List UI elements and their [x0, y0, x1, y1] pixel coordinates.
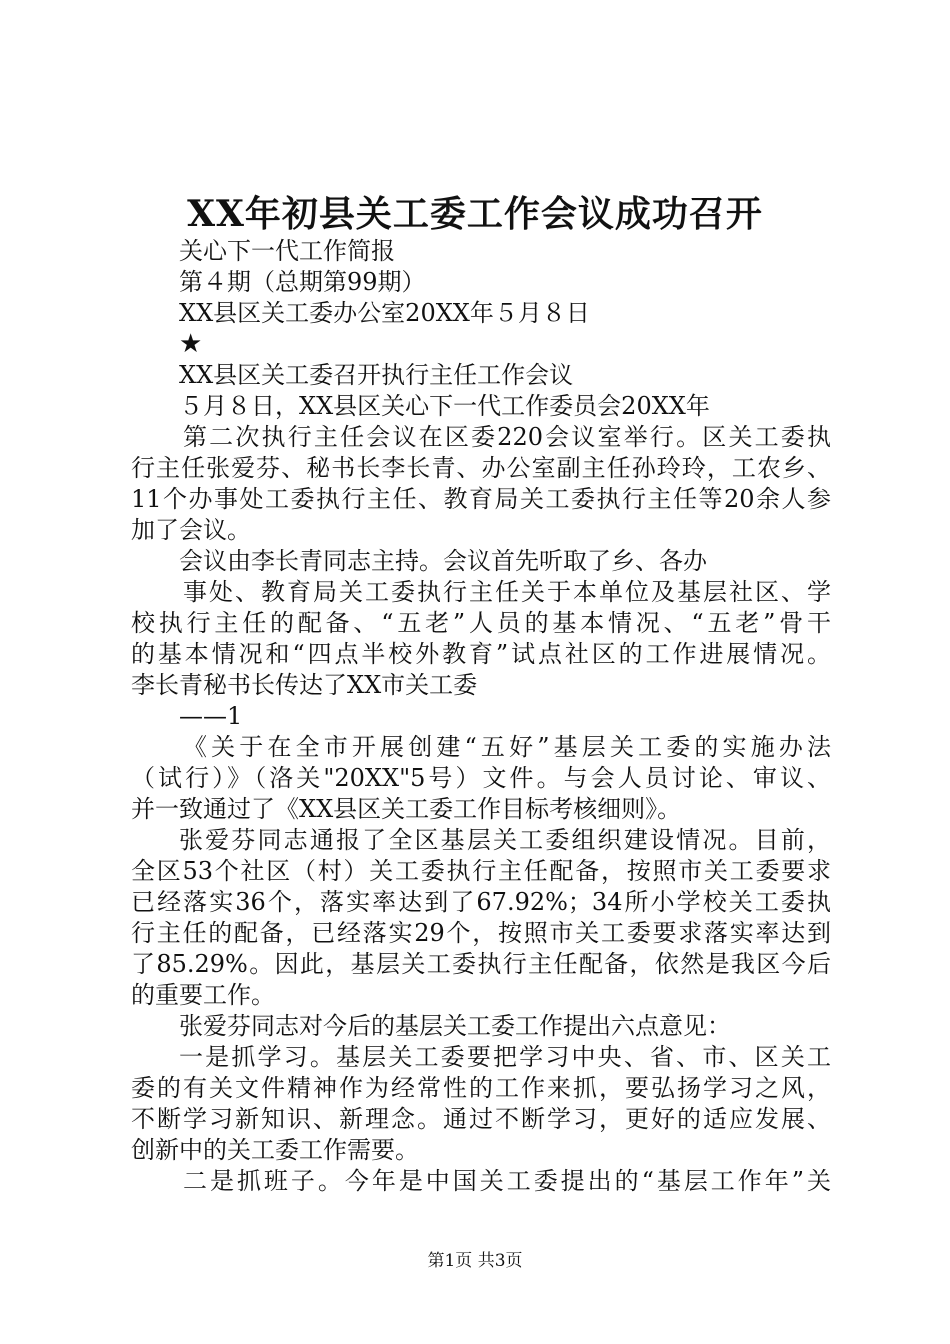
- body-line: 张爱芬同志对今后的基层关工委工作提出六点意见：: [179, 1012, 731, 1040]
- document-body: [131, 236, 831, 1197]
- body-line: 创新中的关工委工作需要。: [131, 1136, 419, 1164]
- body-line: ５月８日，XX县区关心下一代工作委员会20XX年: [179, 392, 710, 420]
- document-title: XX年初县关工委工作会议成功召开: [187, 193, 763, 235]
- page-footer: 第1页 共3页: [427, 1251, 523, 1271]
- body-line: 行主任的配备，已经落实29个，按照市关工委要求落实率达到: [131, 919, 831, 947]
- body-line: 已经落实36个，落实率达到了67.92%；34所小学校关工委执: [131, 888, 831, 916]
- star-separator: ★: [179, 329, 203, 359]
- body-line: 加了会议。: [131, 516, 251, 544]
- body-line: ——1: [179, 702, 243, 730]
- body-line: 不断学习新知识、新理念。通过不断学习，更好的适应发展、: [131, 1105, 831, 1133]
- body-line: 校执行主任的配备、“五老”人员的基本情况、“五老”骨干: [131, 609, 831, 637]
- body-line: 关心下一代工作简报: [179, 237, 395, 265]
- body-line: 李长青秘书长传达了XX市关工委: [131, 671, 478, 699]
- body-line: 张爱芬同志通报了全区基层关工委组织建设情况。目前，: [179, 826, 831, 854]
- body-line: （试行）》（洛关"20XX"5号）文件。与会人员讨论、审议、: [131, 764, 831, 792]
- body-line: 全区53个社区（村）关工委执行主任配备，按照市关工委要求: [131, 857, 831, 885]
- body-line: 了85.29%。因此，基层关工委执行主任配备，依然是我区今后: [131, 950, 831, 978]
- body-line: 并一致通过了《XX县区关工委工作目标考核细则》。: [131, 795, 682, 823]
- body-line: 行主任张爱芬、秘书长李长青、办公室副主任孙玲玲，工农乡、: [131, 454, 831, 482]
- body-line: 事处、教育局关工委执行主任关于本单位及基层社区、学: [183, 578, 831, 606]
- body-line: 11个办事处工委执行主任、教育局关工委执行主任等20余人参: [131, 485, 831, 513]
- body-line: XX县区关工委办公室20XX年５月８日: [179, 299, 590, 327]
- body-line: 的重要工作。: [131, 981, 275, 1009]
- body-line: 委的有关文件精神作为经常性的工作来抓，要弘扬学习之风，: [131, 1074, 831, 1102]
- body-line: XX县区关工委召开执行主任工作会议: [179, 361, 574, 389]
- body-line: 会议由李长青同志主持。会议首先听取了乡、各办: [179, 547, 707, 575]
- body-line: 第４期（总期第99期）: [179, 268, 426, 296]
- body-line: 二是抓班子。今年是中国关工委提出的“基层工作年”关: [183, 1167, 831, 1195]
- body-line: 的基本情况和“四点半校外教育”试点社区的工作进展情况。: [131, 640, 831, 668]
- body-line: 一是抓学习。基层关工委要把学习中央、省、市、区关工: [179, 1043, 831, 1071]
- body-line: 第二次执行主任会议在区委220会议室举行。区关工委执: [183, 423, 831, 451]
- body-line: 《关于在全市开展创建“五好”基层关工委的实施办法: [183, 733, 831, 761]
